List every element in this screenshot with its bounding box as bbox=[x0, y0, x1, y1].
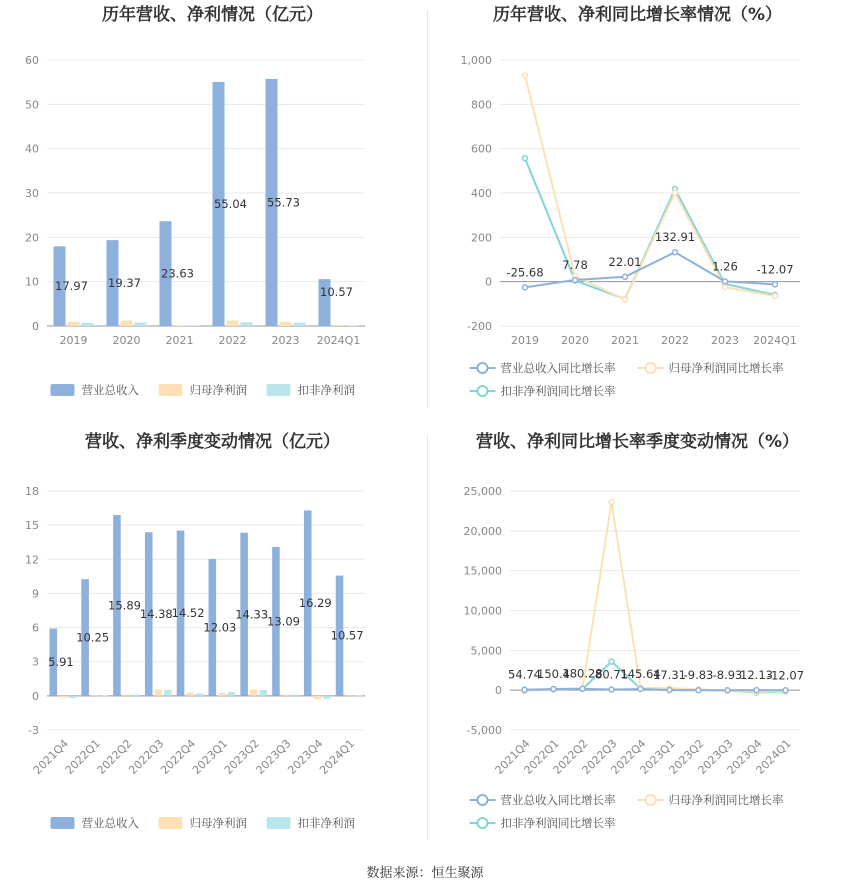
x-tick-label: 2021Q4 bbox=[30, 736, 72, 777]
chart-title: 历年营收、净利情况（亿元） bbox=[102, 5, 323, 25]
x-tick-label: 2022Q1 bbox=[521, 736, 562, 777]
x-tick-label: 2023Q3 bbox=[695, 736, 736, 777]
y-tick-label: 10 bbox=[25, 275, 39, 289]
bar-2022 bbox=[241, 322, 253, 326]
legend-label: 扣非净利润 bbox=[297, 816, 355, 830]
line-point bbox=[523, 156, 528, 161]
bar-2022Q3 bbox=[155, 690, 163, 696]
line-point bbox=[623, 297, 628, 302]
line-value-label: 80.71 bbox=[595, 667, 628, 682]
bar-2023Q4 bbox=[314, 696, 322, 699]
x-tick-label: 2023Q1 bbox=[189, 736, 231, 777]
bar-value-label: 5.91 bbox=[48, 654, 74, 669]
chart-title: 营收、净利同比增长率季度变动情况（%） bbox=[475, 432, 800, 452]
y-tick-label: 20 bbox=[25, 231, 39, 245]
legend-swatch bbox=[51, 384, 75, 396]
bar-value-label: 14.52 bbox=[171, 606, 205, 621]
chart-title: 历年营收、净利同比增长率情况（%） bbox=[492, 5, 783, 25]
line-point bbox=[723, 279, 728, 284]
x-tick-label: 2022 bbox=[661, 334, 689, 347]
line-point bbox=[723, 285, 728, 290]
legend-item-2 bbox=[267, 816, 356, 830]
bar-2024Q1 bbox=[355, 696, 363, 697]
y-tick-label: 9 bbox=[32, 587, 39, 601]
x-tick-label: 2024Q1 bbox=[753, 736, 794, 777]
line-point bbox=[773, 282, 778, 287]
legend-label: 归母净利润同比增长率 bbox=[668, 793, 784, 807]
y-tick-label: 18 bbox=[25, 485, 39, 498]
x-tick-label: 2022Q3 bbox=[126, 736, 167, 777]
legend-item-1 bbox=[638, 361, 784, 375]
bar-2023 bbox=[280, 322, 292, 326]
y-tick-label: 15 bbox=[25, 519, 39, 533]
legend-swatch bbox=[267, 817, 291, 829]
line-point bbox=[580, 686, 585, 691]
line-point bbox=[551, 686, 556, 691]
bar-2024Q1 bbox=[347, 325, 359, 326]
y-tick-label: 400 bbox=[471, 187, 492, 200]
line-point bbox=[696, 688, 701, 693]
p1-svg bbox=[0, 0, 425, 420]
y-tick-label: 5,000 bbox=[470, 644, 502, 658]
line-point bbox=[609, 659, 614, 664]
quarterly-revenue-profit-chart bbox=[0, 425, 425, 855]
y-tick-label: 30 bbox=[25, 187, 39, 200]
legend-item-0 bbox=[470, 793, 616, 807]
legend-label: 归母净利润 bbox=[189, 383, 247, 397]
x-tick-label: 2024Q1 bbox=[317, 736, 358, 777]
bar-value-label: 12.03 bbox=[203, 620, 237, 635]
bar-2023 bbox=[294, 323, 306, 326]
bar-value-label: 17.97 bbox=[55, 279, 88, 294]
x-tick-label: 2023Q2 bbox=[221, 736, 262, 777]
bar-value-label: 10.57 bbox=[330, 628, 364, 643]
y-tick-label: -200 bbox=[467, 320, 492, 333]
bar-2023Q1 bbox=[218, 693, 226, 696]
bar-2022 bbox=[227, 320, 239, 326]
legend-swatch bbox=[159, 817, 183, 829]
bar-2021 bbox=[174, 325, 186, 326]
legend-swatch-marker bbox=[646, 795, 656, 805]
vertical-divider-bottom bbox=[427, 435, 428, 840]
line-point bbox=[523, 73, 528, 78]
line-point bbox=[673, 191, 678, 196]
line-point bbox=[638, 687, 643, 692]
line-value-label: 1.26 bbox=[712, 259, 738, 274]
y-tick-label: 50 bbox=[25, 98, 39, 112]
line-point bbox=[523, 285, 528, 290]
bar-2023Q2 bbox=[250, 690, 258, 696]
annual-growth-rate-chart bbox=[425, 0, 850, 420]
legend-swatch bbox=[159, 384, 183, 396]
bar-2023Q4 bbox=[323, 696, 331, 699]
bar-2024Q1 bbox=[333, 325, 345, 326]
bar-2024Q1 bbox=[345, 695, 353, 696]
line-point bbox=[609, 500, 614, 505]
bar-value-label: 10.25 bbox=[76, 630, 110, 645]
line-point bbox=[725, 688, 730, 693]
legend-item-0 bbox=[51, 816, 140, 830]
line-value-label: -12.07 bbox=[756, 262, 794, 277]
line-value-label: -9.83 bbox=[683, 668, 714, 683]
bar-value-label: 13.09 bbox=[267, 614, 300, 629]
line-value-label: 54.74 bbox=[508, 667, 541, 682]
y-tick-label: 3 bbox=[32, 655, 39, 669]
y-tick-label: 800 bbox=[471, 98, 492, 112]
x-tick-label: 2023Q1 bbox=[637, 736, 678, 777]
legend-swatch bbox=[267, 384, 291, 396]
legend-label: 营业总收入 bbox=[81, 816, 139, 830]
x-tick-label: 2019 bbox=[59, 334, 88, 347]
line-point bbox=[754, 688, 759, 693]
x-tick-label: 2024Q1 bbox=[316, 334, 361, 347]
y-tick-label: 20,000 bbox=[463, 524, 502, 538]
p3-svg bbox=[0, 425, 425, 855]
x-tick-label: 2023 bbox=[271, 334, 300, 347]
line-value-label: 150.4 bbox=[537, 666, 570, 681]
annual-revenue-profit-chart bbox=[0, 0, 425, 420]
bar-value-label: 16.29 bbox=[298, 596, 332, 611]
legend-label: 扣非净利润 bbox=[297, 383, 355, 397]
bar-2022Q2 bbox=[132, 695, 140, 696]
line-point bbox=[573, 277, 578, 282]
y-tick-label: -3 bbox=[28, 724, 39, 737]
legend-swatch-marker bbox=[478, 818, 488, 828]
line-value-label: 22.01 bbox=[608, 254, 642, 269]
line-value-label: 7.78 bbox=[562, 257, 588, 272]
legend-item-2 bbox=[470, 816, 616, 830]
y-tick-label: 6 bbox=[32, 621, 39, 635]
legend-label: 营业总收入 bbox=[81, 383, 139, 397]
x-tick-label: 2024Q1 bbox=[753, 334, 797, 347]
data-source: 数据来源：恒生聚源 bbox=[366, 866, 484, 881]
y-tick-label: 0 bbox=[495, 684, 502, 698]
bar-value-label: 19.37 bbox=[108, 276, 141, 291]
legend-item-1 bbox=[159, 816, 248, 830]
y-tick-label: 1,000 bbox=[460, 54, 492, 67]
y-tick-label: -5,000 bbox=[466, 724, 502, 737]
x-tick-label: 2020 bbox=[561, 334, 589, 347]
bar-2022Q1 bbox=[100, 696, 108, 697]
y-tick-label: 60 bbox=[25, 54, 39, 67]
y-tick-label: 0 bbox=[485, 275, 492, 289]
x-tick-label: 2022Q1 bbox=[62, 736, 103, 777]
y-tick-label: 15,000 bbox=[463, 564, 502, 578]
bar-2023Q1 bbox=[228, 692, 236, 696]
legend-swatch-marker bbox=[478, 363, 488, 373]
legend-label: 营业总收入同比增长率 bbox=[500, 793, 616, 807]
x-tick-label: 2019 bbox=[511, 334, 539, 347]
p2-svg bbox=[425, 0, 850, 420]
line-point bbox=[522, 687, 527, 692]
line-value-label: 17.31 bbox=[653, 668, 686, 683]
x-tick-label: 2022Q3 bbox=[579, 736, 620, 777]
legend-label: 归母净利润同比增长率 bbox=[668, 361, 784, 375]
line-point bbox=[773, 294, 778, 299]
legend-item-1 bbox=[638, 793, 784, 807]
legend-swatch bbox=[51, 817, 75, 829]
bar-2021Q4 bbox=[59, 696, 67, 698]
legend-item-2 bbox=[267, 383, 356, 397]
x-tick-label: 2023Q4 bbox=[285, 736, 326, 777]
line-value-label: -25.68 bbox=[506, 265, 544, 280]
x-tick-label: 2023Q3 bbox=[253, 736, 294, 777]
legend-label: 扣非净利润同比增长率 bbox=[500, 816, 616, 830]
x-tick-label: 2022Q4 bbox=[158, 736, 199, 777]
y-tick-label: 200 bbox=[471, 231, 492, 245]
x-tick-label: 2023Q2 bbox=[666, 736, 707, 777]
y-tick-label: 12 bbox=[25, 553, 39, 567]
bar-value-label: 23.63 bbox=[161, 266, 194, 281]
x-tick-label: 2020 bbox=[112, 334, 141, 347]
bar-2023Q2 bbox=[259, 690, 267, 696]
legend-label: 扣非净利润同比增长率 bbox=[500, 384, 616, 398]
vertical-divider-top bbox=[427, 10, 428, 408]
legend-item-0 bbox=[51, 383, 140, 397]
line-value-label: 12.13 bbox=[740, 668, 773, 683]
p4-svg bbox=[425, 425, 850, 855]
line-point bbox=[783, 688, 788, 693]
legend-item-2 bbox=[470, 384, 616, 398]
bar-2019 bbox=[68, 322, 80, 326]
bar-2019 bbox=[82, 323, 94, 326]
line-point bbox=[609, 687, 614, 692]
legend-label: 营业总收入同比增长率 bbox=[500, 361, 616, 375]
legend-swatch-marker bbox=[478, 795, 488, 805]
x-tick-label: 2021 bbox=[611, 334, 639, 347]
line-value-label: 132.91 bbox=[654, 230, 696, 245]
bar-value-label: 10.57 bbox=[320, 285, 353, 299]
x-tick-label: 2022 bbox=[218, 334, 247, 347]
line-value-label: 180.28 bbox=[562, 666, 603, 681]
bar-value-label: 15.89 bbox=[108, 598, 141, 613]
bar-2021Q4 bbox=[69, 696, 77, 698]
bar-2022Q1 bbox=[91, 695, 99, 696]
y-tick-label: 0 bbox=[32, 689, 39, 703]
bar-value-label: 14.38 bbox=[139, 607, 173, 622]
legend-label: 归母净利润 bbox=[189, 816, 247, 830]
x-tick-label: 2022Q4 bbox=[608, 736, 649, 777]
x-tick-label: 2021 bbox=[165, 334, 194, 347]
bar-2021 bbox=[188, 326, 200, 327]
bar-2023Q3 bbox=[291, 695, 299, 696]
line-point bbox=[623, 274, 628, 279]
bar-2022Q2 bbox=[123, 694, 131, 695]
line-point bbox=[667, 688, 672, 693]
legend-item-0 bbox=[470, 361, 616, 375]
bar-2022Q4 bbox=[196, 694, 204, 696]
x-tick-label: 2023Q4 bbox=[724, 736, 765, 777]
x-tick-label: 2022Q2 bbox=[94, 736, 135, 777]
y-tick-label: 40 bbox=[25, 142, 39, 156]
line-value-label: -12.07 bbox=[766, 668, 805, 683]
line-point bbox=[673, 250, 678, 255]
quarterly-growth-rate-chart bbox=[425, 425, 850, 855]
y-tick-label: 0 bbox=[32, 320, 39, 333]
x-tick-label: 2021Q4 bbox=[492, 736, 533, 777]
y-tick-label: 10,000 bbox=[463, 604, 502, 618]
bar-value-label: 55.04 bbox=[214, 196, 247, 211]
legend-item-1 bbox=[159, 383, 248, 397]
bar-2022Q3 bbox=[164, 690, 172, 696]
bar-2020 bbox=[121, 321, 133, 326]
bar-value-label: 14.33 bbox=[235, 607, 269, 622]
bar-2023Q3 bbox=[282, 694, 290, 695]
x-tick-label: 2022Q2 bbox=[550, 736, 591, 777]
bar-2022Q4 bbox=[186, 693, 194, 696]
y-tick-label: 600 bbox=[471, 142, 492, 156]
legend-swatch-marker bbox=[478, 386, 488, 396]
x-tick-label: 2023 bbox=[711, 334, 739, 347]
chart-title: 营收、净利季度变动情况（亿元） bbox=[85, 432, 340, 452]
legend-swatch-marker bbox=[646, 363, 656, 373]
line-value-label: 145.64 bbox=[620, 667, 661, 682]
y-tick-label: 25,000 bbox=[463, 485, 502, 498]
line-value-label: -8.93 bbox=[712, 668, 743, 683]
bar-value-label: 55.73 bbox=[267, 195, 300, 210]
bar-2020 bbox=[135, 322, 147, 326]
